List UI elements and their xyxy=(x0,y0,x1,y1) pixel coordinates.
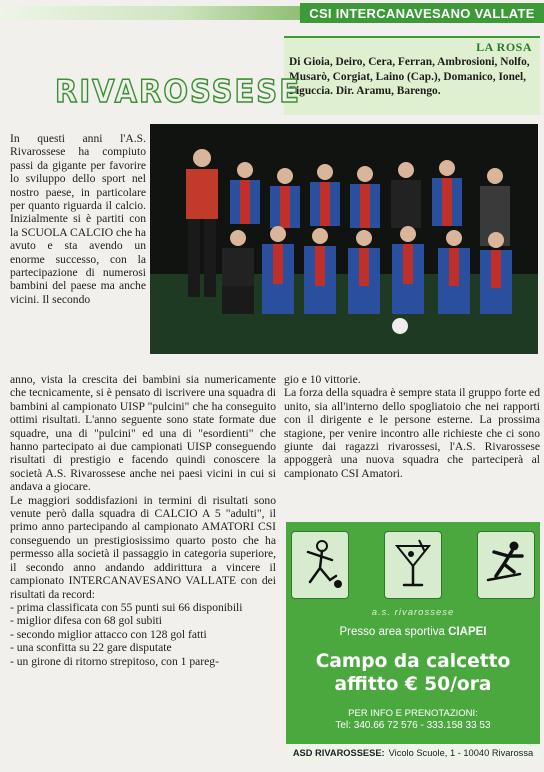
ad-headline-line-2: affitto € 50/ora xyxy=(334,674,492,695)
skateboarder-icon xyxy=(477,531,535,599)
article-paragraph: In questi anni l'A.S. Rivarossese ha compiuto passi da gigante per favorire lo sviluppo dello sport nel nostro paese, in particolare per quanto riguarda il calcio. Inizialmente si è partiti con la SCUOLA CALCIO che ha avuto e sta avendo un enorme successo, con la partecipazione di numerosi bambini del paese ma anche vicini. Il secondo xyxy=(10,132,146,306)
ad-footer-name: ASD RIVAROSSESE: xyxy=(292,748,385,758)
team-title: RIVAROSSESE xyxy=(55,72,301,110)
article-paragraph: La forza della squadra è sempre stata il gruppo forte ed unito, sia all'interno dello spogliatoio che nei rapporti con il dirigente e le persone esterne. La prossima stagione, per venire incontro alle richieste che ci sono giunte dai ragazzi rivarossesi, l'A.S. Rivarossese appoggerà una nuova squadra che parteciperà al campionato CSI Amatori. xyxy=(284,386,540,480)
soccer-player-icon xyxy=(291,531,349,599)
article-paragraph: anno, vista la crescita dei bambini sia numericamente che tecnicamente, si è pensato di iscrivere una squadra di bambini al campionato UISP "pulcini" che ha conseguito ottimi risultati. L'anno seguente sono state formate due squadre, una di "pulcini" ed una di "esordienti" che hanno partecipato ai due campionati UISP conseguendo risultati di prestigio e facendo quindi conoscere la società A.S. Rivarossese anche nei paesi vicini in cui si andava a giocare. xyxy=(10,373,276,494)
article-list-item: - prima classificata con 55 punti sui 66 disponibili xyxy=(10,600,243,614)
article-column-left-bottom xyxy=(10,373,276,668)
roster-box xyxy=(284,36,540,115)
soccer-ball-icon xyxy=(392,318,408,334)
ad-icons xyxy=(291,531,535,601)
ad-phone: Tel: 340.66 72 576 - 333.158 33 53 xyxy=(335,720,491,731)
roster-names: Di Gioia, Deiro, Cera, Ferran, Ambrosioni, Nolfo, Musarò, Corgiat, Laino (Cap.), Domanico, Ionel, Figuccia. Dir. Aramu, Barengo. xyxy=(289,56,530,98)
ad-area xyxy=(286,626,540,638)
article-paragraph: gio e 10 vittorie. xyxy=(284,373,361,386)
section-title: CSI INTERCANAVESANO VALLATE xyxy=(300,3,544,23)
article-column-left-top xyxy=(10,132,146,306)
article-column-right xyxy=(284,373,540,480)
ad-info-label: PER INFO E PRENOTAZIONI: xyxy=(348,708,478,719)
ad-headline-line-1: Campo da calcetto xyxy=(315,651,511,672)
article-list-item: - una sconfitta su 22 gare disputate xyxy=(10,641,172,655)
ad-headline xyxy=(286,650,540,696)
team-photo xyxy=(150,124,538,354)
ad-area-name: CIAPEI xyxy=(448,626,487,638)
ad-area-prefix: Presso area sportiva xyxy=(339,626,449,638)
cocktail-glass-icon xyxy=(384,531,442,599)
header-band xyxy=(0,0,544,26)
article-paragraph: Le maggiori soddisfazioni in termini di risultati sono venute però dalla squadra di CALCIO A 5 "adulti", il primo anno partecipando al campionato AMATORI CSI conseguendo un prestigiosissimo quarto posto che ha permesso alla società il passaggio in categoria superiore, il secondo anno andando addirittura a vincere il campionato INTERCANAVESANO VALLATE con dei risultati da record: xyxy=(10,493,276,601)
team-photo-drawing xyxy=(150,124,538,354)
ad-club-name: a.s. rivarossese xyxy=(371,607,455,618)
ad-footer xyxy=(286,744,540,762)
header-stripe xyxy=(0,6,300,20)
article-list-item: - miglior difesa con 68 gol subiti xyxy=(10,614,162,628)
article-list-item: - un girone di ritorno strepitoso, con 1 pareg- xyxy=(10,654,219,668)
roster-title: LA ROSA xyxy=(476,40,532,54)
article-list-item: - secondo miglior attacco con 128 gol fatti xyxy=(10,627,207,641)
ad-footer-address: Vicolo Scuole, 1 - 10040 Rivarossa xyxy=(388,748,534,758)
advertisement xyxy=(286,522,540,762)
